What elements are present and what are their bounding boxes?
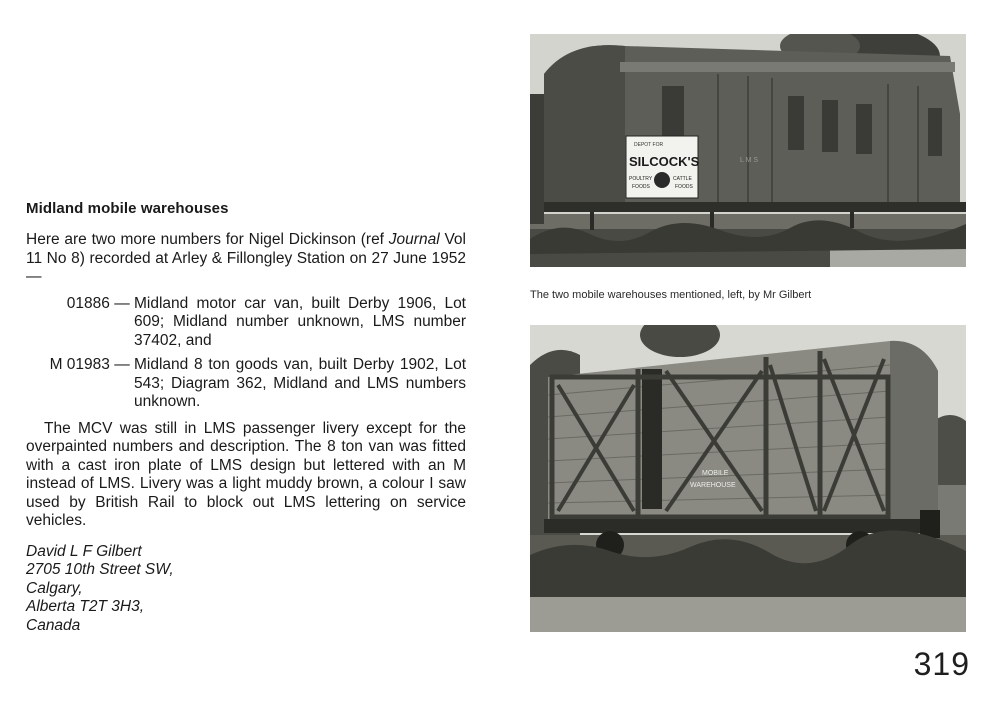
- motor-car-van-image: [530, 34, 966, 267]
- article: [26, 200, 466, 635]
- article-heading: Midland mobile warehouses: [26, 200, 229, 217]
- address-line: Canada: [26, 616, 81, 634]
- vehicle-entry: [26, 356, 466, 412]
- photo-motor-car-van: [530, 34, 966, 267]
- article-intro: [26, 231, 466, 287]
- sign-top-line: DEPOT FOR: [634, 142, 664, 148]
- van-panel-line1: MOBILE: [702, 470, 729, 477]
- van-panel-line2: WAREHOUSE: [690, 482, 736, 489]
- van-side-lettering: L M S: [740, 157, 759, 164]
- article-body: The MCV was still in LMS passenger livery except for the overpainted numbers and description. The 8 ton van was fitted with a cast iron plate of LMS design but lettered with an M instead of LMS. Livery was a light muddy brown, a colour I saw used by British Rail to block out LMS lettering on service vehicles.: [26, 419, 466, 529]
- intro-text-start: Here are two more numbers for Nigel Dickinson (ref: [26, 231, 389, 248]
- sign-right-line1: CATTLE: [673, 176, 692, 182]
- page-number: 319: [913, 646, 970, 682]
- photo-caption: The two mobile warehouses mentioned, left, by Mr Gilbert: [530, 289, 812, 301]
- sign-left-line2: FOODS: [632, 184, 650, 190]
- sign-left-line1: POULTRY: [629, 176, 653, 182]
- intro-text-end: Vol 11 No 8) recorded at Arley & Fillongley Station on 27 June 1952 —: [26, 231, 466, 285]
- vehicle-number: M 01983 —: [49, 356, 134, 373]
- address-line: 2705 10th Street SW,: [26, 561, 174, 578]
- address-line: Calgary,: [26, 579, 83, 597]
- vehicle-description: Midland 8 ton goods van, built Derby 1902, Lot 543; Diagram 362, Midland and LMS numbers unknown.: [134, 356, 466, 410]
- sign-right-line2: FOODS: [675, 184, 693, 190]
- vehicle-description: Midland motor car van, built Derby 1906, Lot 609; Midland number unknown, LMS number 37402, and: [134, 294, 466, 349]
- intro-journal: Journal: [388, 231, 440, 248]
- photo-goods-van: [530, 325, 966, 632]
- vehicle-number: 01886 —: [66, 294, 134, 312]
- vehicle-entry: [26, 295, 466, 351]
- sign-brand: SILCOCK'S: [629, 154, 700, 169]
- goods-van-image: [530, 325, 966, 632]
- address-line: David L F Gilbert: [26, 542, 142, 560]
- address-line: Alberta T2T 3H3,: [26, 598, 145, 615]
- author-address: [26, 543, 466, 636]
